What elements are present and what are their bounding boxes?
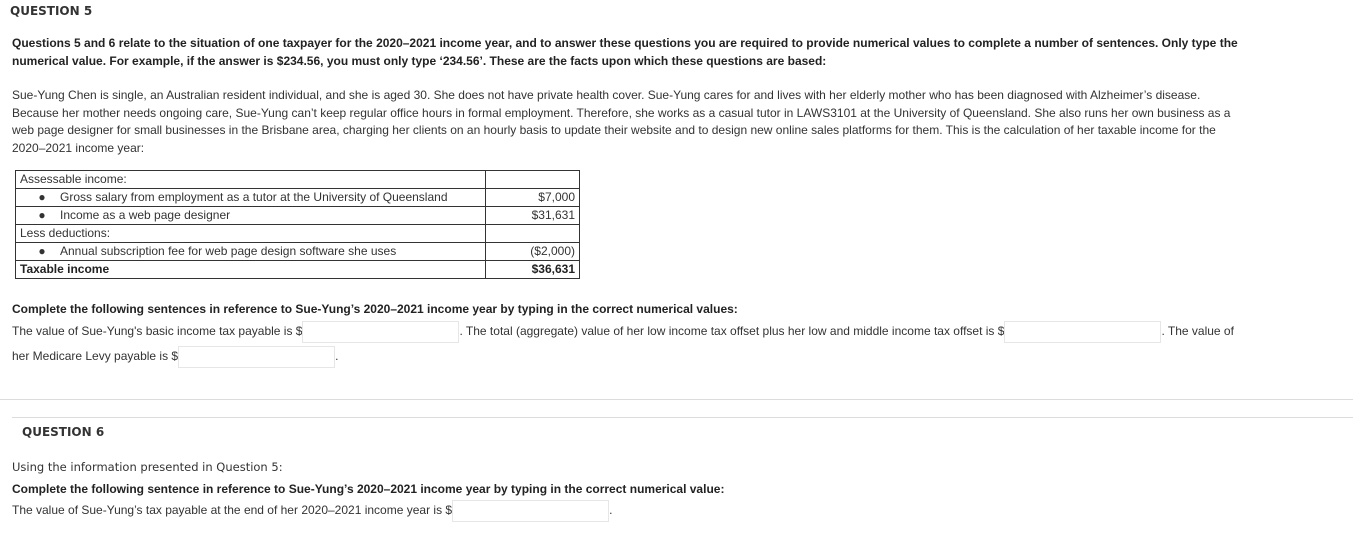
question-5-intro: Questions 5 and 6 relate to the situation of one taxpayer for the 2020–2021 income year, and to answer these questions you are required to provide numerical values to complete a number of sentences. Only type the numerical value. For example, if the answer is $234.56, you must only type ‘234.56’. These are the facts upon which these questions are based:	[12, 36, 1238, 68]
sentence-text: her Medicare Levy payable is $	[12, 349, 179, 364]
question-5-heading: QUESTION 5	[10, 4, 93, 18]
question-6-heading: QUESTION 6	[22, 425, 105, 439]
question-6-using-text: Using the information presented in Question 5:	[12, 460, 283, 474]
table-row	[16, 171, 580, 189]
subscription-item-label: Annual subscription fee for web page design software she uses	[60, 244, 397, 258]
sentence-text: . The total (aggregate) value of her low income tax offset plus her low and middle income tax offset is $	[459, 324, 1005, 339]
facts-paragraph: Sue-Yung Chen is single, an Australian resident individual, and she is aged 30. She does not have private health cover. Sue-Yung cares for and lives with her elderly mother who has been diagnosed with Alzheimer’s disease. Because her mother needs ongoing care, Sue-Yung can’t keep regular office hours in formal employment. Therefore, she works as a casual tutor in LAWS3101 at the University of Queensland. She also runs her own business as a web page designer for small businesses in the Brisbane area, charging her clients on an hourly basis to update their website and to design new online sales platforms for them. This is the calculation of her taxable income for the 2020–2021 income year:	[12, 88, 1231, 155]
taxable-income-table	[15, 170, 580, 279]
table-cell	[486, 225, 580, 243]
table-cell	[486, 171, 580, 189]
assessable-income-label: Assessable income:	[16, 171, 486, 189]
sentence-text: The value of Sue-Yung's basic income tax payable is $	[12, 324, 303, 339]
tax-payable-input[interactable]	[452, 500, 609, 522]
table-cell	[16, 207, 486, 225]
bullet-icon: ●	[38, 190, 46, 204]
table-row	[16, 207, 580, 225]
bullet-icon: ●	[38, 208, 46, 222]
question-5-sentence-1	[12, 321, 1234, 343]
basic-tax-input[interactable]	[302, 321, 459, 343]
sentence-text: .	[609, 503, 613, 518]
offsets-input[interactable]	[1004, 321, 1161, 343]
salary-amount: $7,000	[486, 189, 580, 207]
table-row	[16, 225, 580, 243]
table-row	[16, 189, 580, 207]
taxable-income-amount: $36,631	[486, 261, 580, 279]
table-row	[16, 243, 580, 261]
table-cell	[16, 189, 486, 207]
medicare-levy-input[interactable]	[178, 346, 335, 368]
question-6-sentence	[12, 500, 612, 522]
bullet-icon: ●	[38, 244, 46, 258]
taxable-income-label: Taxable income	[16, 261, 486, 279]
table-cell	[16, 243, 486, 261]
web-income-amount: $31,631	[486, 207, 580, 225]
question-5-instruction: Complete the following sentences in reference to Sue-Yung’s 2020–2021 income year by typing in the correct numerical values:	[12, 302, 738, 316]
question-5-sentence-2	[12, 346, 338, 368]
subscription-amount: ($2,000)	[486, 243, 580, 261]
web-income-item-label: Income as a web page designer	[60, 208, 231, 222]
salary-item-label: Gross salary from employment as a tutor at the University of Queensland	[60, 190, 448, 204]
table-row	[16, 261, 580, 279]
question-6-instruction: Complete the following sentence in reference to Sue-Yung’s 2020–2021 income year by typing in the correct numerical value:	[12, 482, 725, 496]
sentence-text: .	[335, 349, 339, 364]
sentence-text: The value of Sue-Yung’s tax payable at the end of her 2020–2021 income year is $	[12, 503, 453, 518]
divider	[0, 399, 1353, 400]
sentence-text: . The value of	[1161, 324, 1234, 339]
divider	[12, 417, 1353, 418]
deductions-label: Less deductions:	[16, 225, 486, 243]
